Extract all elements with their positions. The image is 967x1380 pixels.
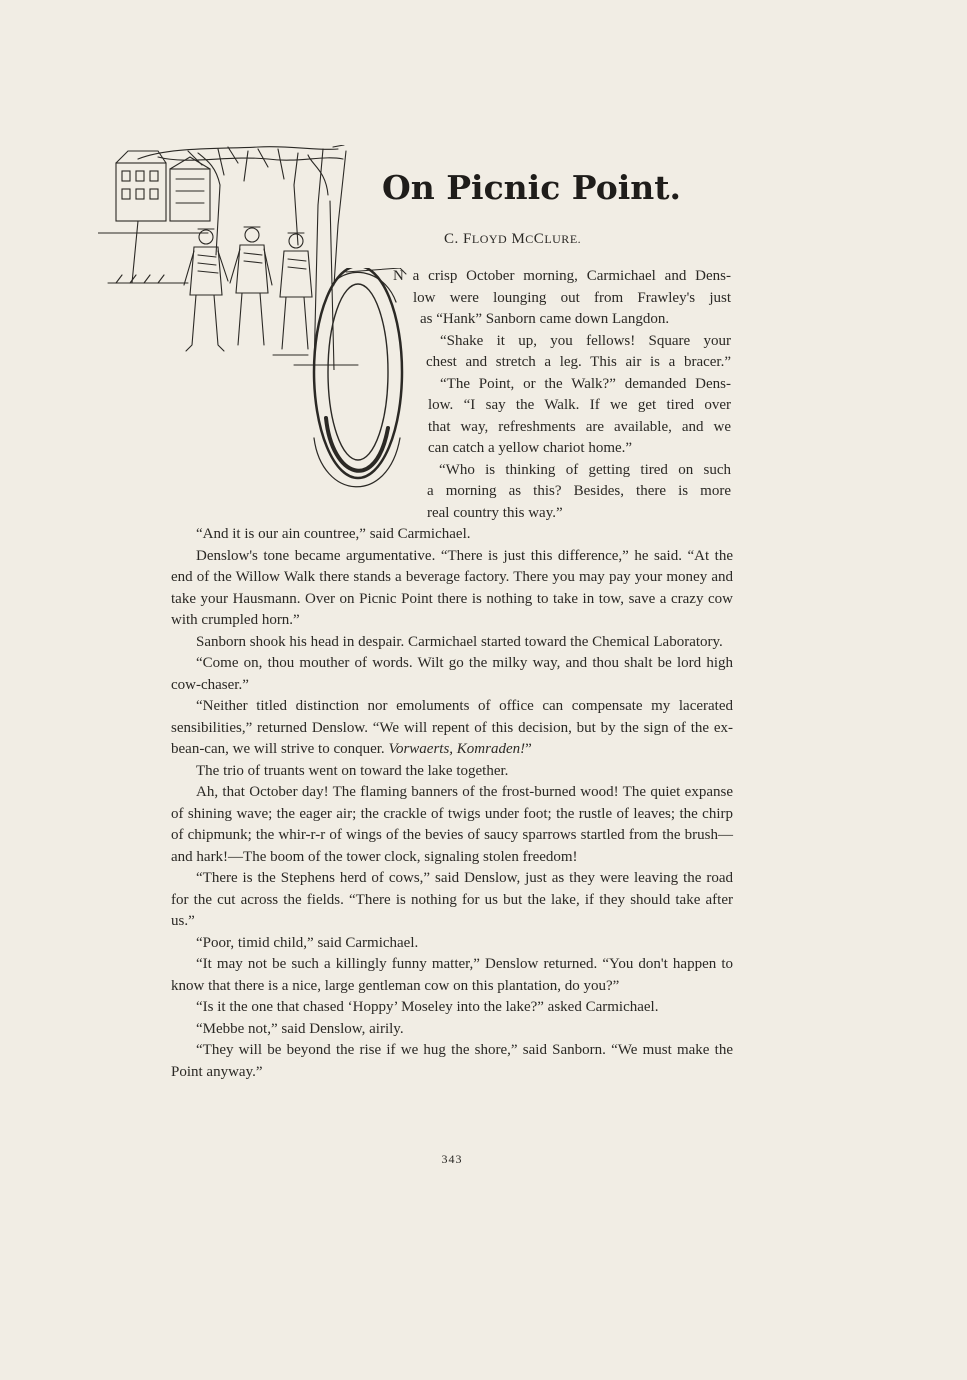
paragraph: “Poor, timid child,” said Carmichael. xyxy=(196,934,419,951)
text-line: “Who is thinking of getting tired on such xyxy=(439,461,731,478)
text-line: as “Hank” Sanborn came down Langdon. xyxy=(420,311,670,327)
paragraph: “Is it the one that chased ‘Hoppy’ Moseley into the lake?” asked Carmichael. xyxy=(196,999,659,1015)
text-line: a morning as this? Besides, there is more xyxy=(427,483,731,499)
text-line: real country this way.” xyxy=(427,504,563,521)
text-line: can catch a yellow chariot home.” xyxy=(428,440,633,456)
paragraph: “It may not be such a killingly funny matter,” Denslow returned. “You don't happen to know that there is a nice, large gentleman cow on this plantation, do you?” xyxy=(171,956,733,994)
text-line: N a crisp October morning, Carmichael and Dens- xyxy=(393,268,731,284)
paragraph: The trio of truants went on toward the lake together. xyxy=(196,762,509,779)
text-line: “Shake it up, you fellows! Square your xyxy=(440,332,731,349)
paragraph: “There is the Stephens herd of cows,” said Denslow, just as they were leaving the road for the cut across the fields. “There is nothing for us but the lake, if they should take after us.” xyxy=(171,870,733,929)
author-part: M xyxy=(507,231,526,247)
author-part: C xyxy=(533,231,545,247)
author-part: LOYD xyxy=(471,232,508,246)
paragraph: “Come on, thou mouther of words. Wilt go the milky way, and thou shalt be lord high cow-chaser.” xyxy=(171,655,733,693)
drop-cap-wrapped-text xyxy=(393,266,731,524)
author-byline xyxy=(444,229,744,249)
paragraph-text: “Neither titled distinction nor emoluments of office can compensate my lacerated sensibilities,” returned Denslow. “We will repent of this decision, but by the sign of the ex-bean-can, we will strive to conquer. xyxy=(171,698,733,757)
text-line: that way, refreshments are available, and we xyxy=(428,418,731,435)
article-title: On Picnic Point. xyxy=(382,168,681,207)
text-line: low. “I say the Walk. If we get tired over xyxy=(428,397,731,413)
author-part: C xyxy=(525,232,534,246)
paragraph: “Mebbe not,” said Denslow, airily. xyxy=(196,1020,404,1037)
paragraph: Sanborn shook his head in despair. Carmichael started toward the Chemical Laboratory. xyxy=(196,633,723,650)
author-part: C. F xyxy=(444,231,472,247)
paragraph-text: ” xyxy=(525,741,532,757)
paragraph xyxy=(171,696,733,761)
article-body xyxy=(171,524,733,1083)
page-number: 343 xyxy=(441,1152,463,1166)
paragraph: “They will be beyond the rise if we hug the shore,” said Sanborn. “We must make the Point anyway.” xyxy=(171,1042,733,1080)
paragraph: Ah, that October day! The flaming banners of the frost-burned wood! The quiet expanse of shining wave; the eager air; the crackle of twigs under foot; the rustle of leaves; the chirp of chipmunk; the whir-r-r of wings of the bevies of saucy sparrows startled from the brush—and hark!—The boom of the tower clock, signaling stolen freedom! xyxy=(171,784,733,865)
paragraph: Denslow's tone became argumentative. “There is just this difference,” he said. “At the end of the Willow Walk there stands a beverage factory. There you may pay your money and take your Hausmann. Over on Picnic Point there is nothing to take in tow, save a crazy cow with crumpled horn.” xyxy=(171,547,733,628)
text-line: “The Point, or the Walk?” demanded Dens- xyxy=(440,375,731,392)
paragraph: “And it is our ain countree,” said Carmichael. xyxy=(196,526,471,542)
text-line: chest and stretch a leg. This air is a bracer.” xyxy=(426,354,731,370)
paragraph-italic-text: Vorwaerts, Komraden! xyxy=(388,741,526,757)
text-line: low were lounging out from Frawley's just xyxy=(413,289,731,306)
author-part: LURE. xyxy=(544,232,582,246)
